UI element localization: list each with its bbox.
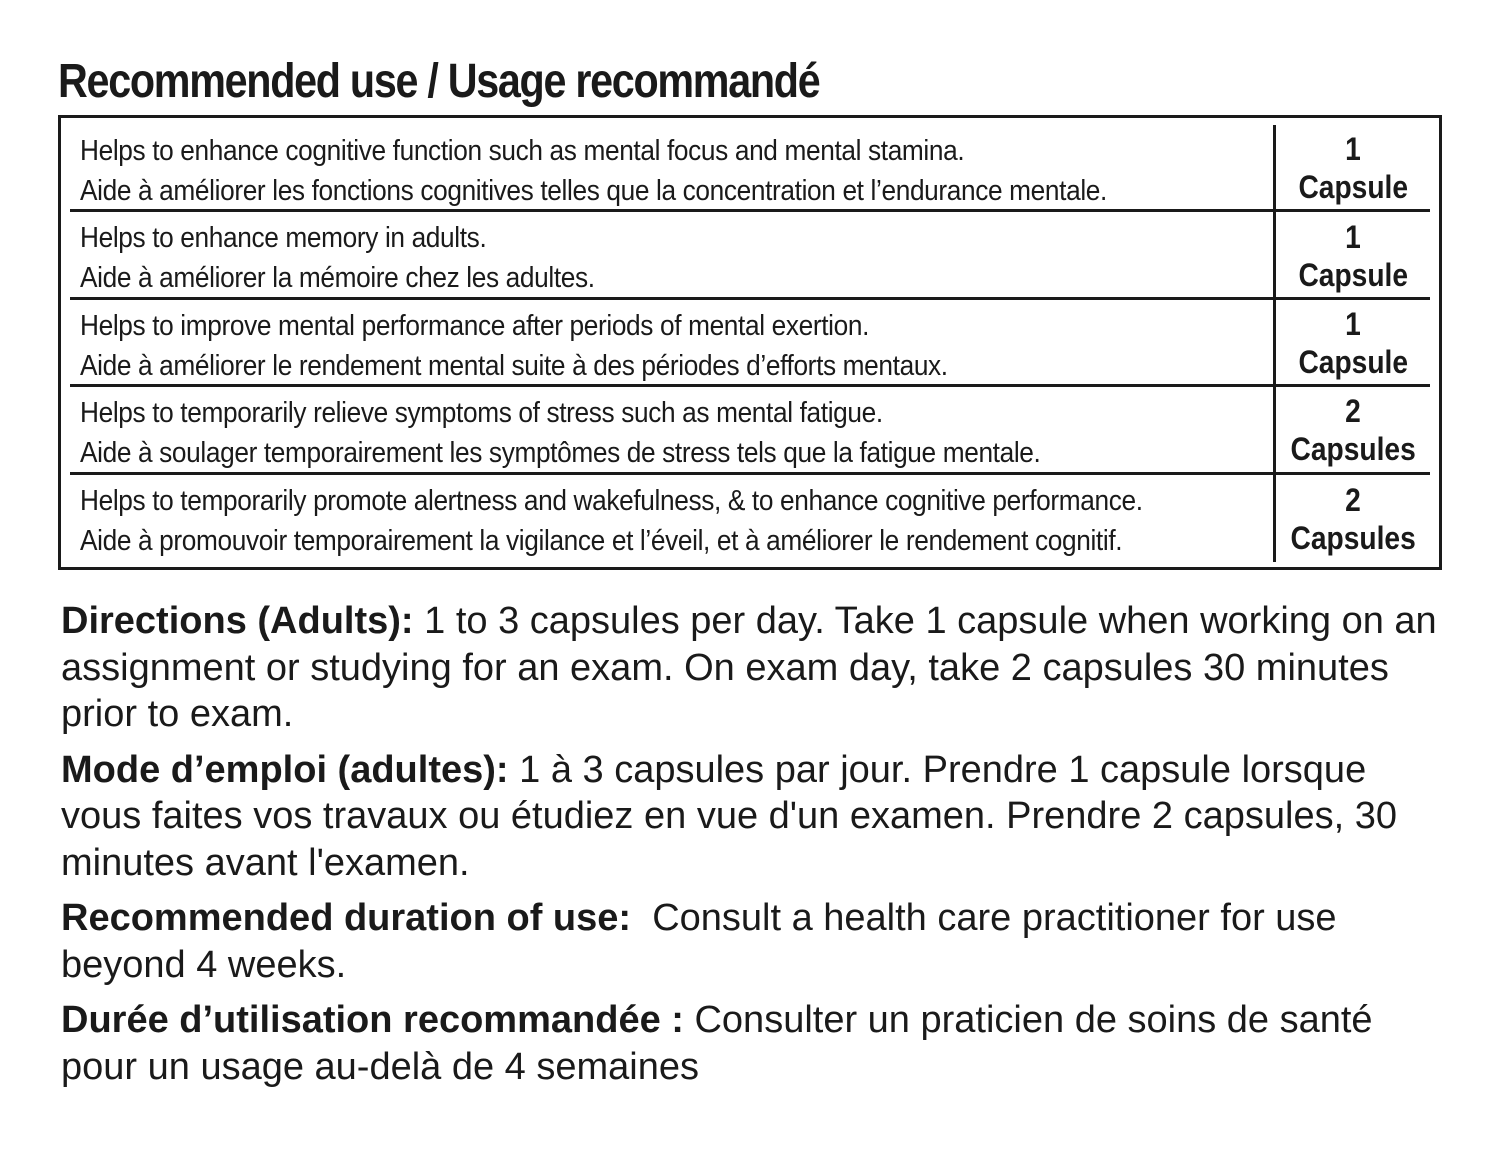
use-claim-french: Aide à améliorer les fonctions cognitives telles que la concentration et l’endurance mentale. bbox=[80, 175, 1107, 207]
duration-french bbox=[61, 997, 1441, 1090]
duration-french-text: Consulter un praticien de soins de santé pour un usage au-delà de 4 semaines bbox=[61, 999, 1373, 1088]
duration-english-label: Recommended duration of use: bbox=[61, 897, 632, 939]
use-claim-cell bbox=[70, 300, 1276, 384]
use-claim-cell bbox=[70, 387, 1276, 471]
dose-unit: Capsules bbox=[1290, 520, 1416, 557]
directions-english-label: Directions (Adults): bbox=[61, 600, 414, 642]
use-claim-cell bbox=[70, 212, 1276, 296]
dose-quantity: 2 bbox=[1345, 482, 1361, 519]
dose-cell bbox=[1276, 125, 1430, 209]
use-claim-english: Helps to enhance memory in adults. bbox=[80, 222, 487, 255]
use-row bbox=[70, 387, 1430, 474]
use-claim-french: Aide à améliorer le rendement mental suite à des périodes d’efforts mentaux. bbox=[80, 349, 948, 382]
use-claim-french: Aide à soulager temporairement les symptômes de stress tels que la fatigue mentale. bbox=[80, 437, 1041, 470]
dose-cell bbox=[1276, 387, 1430, 471]
duration-french-label: Durée d’utilisation recommandée : bbox=[61, 999, 684, 1041]
duration-english-text: Consult a health care practitioner for use beyond 4 weeks. bbox=[61, 897, 1337, 986]
dose-unit: Capsule bbox=[1298, 343, 1408, 380]
use-claim-english: Helps to enhance cognitive function such as mental focus and mental stamina. bbox=[80, 135, 965, 167]
dose-cell bbox=[1276, 475, 1430, 562]
directions-french-text: 1 à 3 capsules par jour. Prendre 1 capsule lorsque vous faites vos travaux ou étudiez en vue d'un examen. Prendre 2 capsules, 30 minutes avant l'examen. bbox=[61, 748, 1397, 884]
dose-cell bbox=[1276, 300, 1430, 384]
use-row bbox=[70, 125, 1430, 212]
use-row bbox=[70, 212, 1430, 299]
section-title: Recommended use / Usage recommandé bbox=[58, 55, 820, 108]
dose-quantity: 1 bbox=[1345, 131, 1361, 168]
directions-french-label: Mode d’emploi (adultes): bbox=[61, 748, 509, 791]
dose-unit: Capsule bbox=[1298, 169, 1408, 206]
use-claim-french: Aide à promouvoir temporairement la vigilance et l’éveil, et à améliorer le rendement cognitif. bbox=[80, 524, 1123, 557]
directions-english-text: 1 to 3 capsules per day. Take 1 capsule when working on an assignment or studying for an exam. On exam day, take 2 capsules 30 minutes prior to exam. bbox=[61, 600, 1437, 735]
use-row bbox=[70, 475, 1430, 562]
directions-section bbox=[61, 598, 1441, 1099]
use-claim-english: Helps to temporarily relieve symptoms of stress such as mental fatigue. bbox=[80, 397, 883, 430]
dose-unit: Capsules bbox=[1290, 431, 1416, 468]
directions-english bbox=[61, 598, 1441, 738]
recommended-use-table bbox=[58, 115, 1442, 570]
use-claim-cell bbox=[70, 125, 1276, 209]
duration-english bbox=[61, 895, 1441, 988]
dose-unit: Capsule bbox=[1298, 256, 1408, 293]
dose-quantity: 2 bbox=[1345, 393, 1361, 430]
dose-quantity: 1 bbox=[1345, 305, 1361, 342]
dose-cell bbox=[1276, 212, 1430, 296]
use-claim-english: Helps to temporarily promote alertness and wakefulness, & to enhance cognitive performance. bbox=[80, 484, 1143, 517]
directions-french bbox=[61, 747, 1441, 887]
use-claim-french: Aide à améliorer la mémoire chez les adultes. bbox=[80, 262, 595, 295]
use-row bbox=[70, 300, 1430, 387]
dose-quantity: 1 bbox=[1345, 218, 1361, 255]
use-claim-cell bbox=[70, 475, 1276, 562]
use-claim-english: Helps to improve mental performance after periods of mental exertion. bbox=[80, 309, 870, 342]
